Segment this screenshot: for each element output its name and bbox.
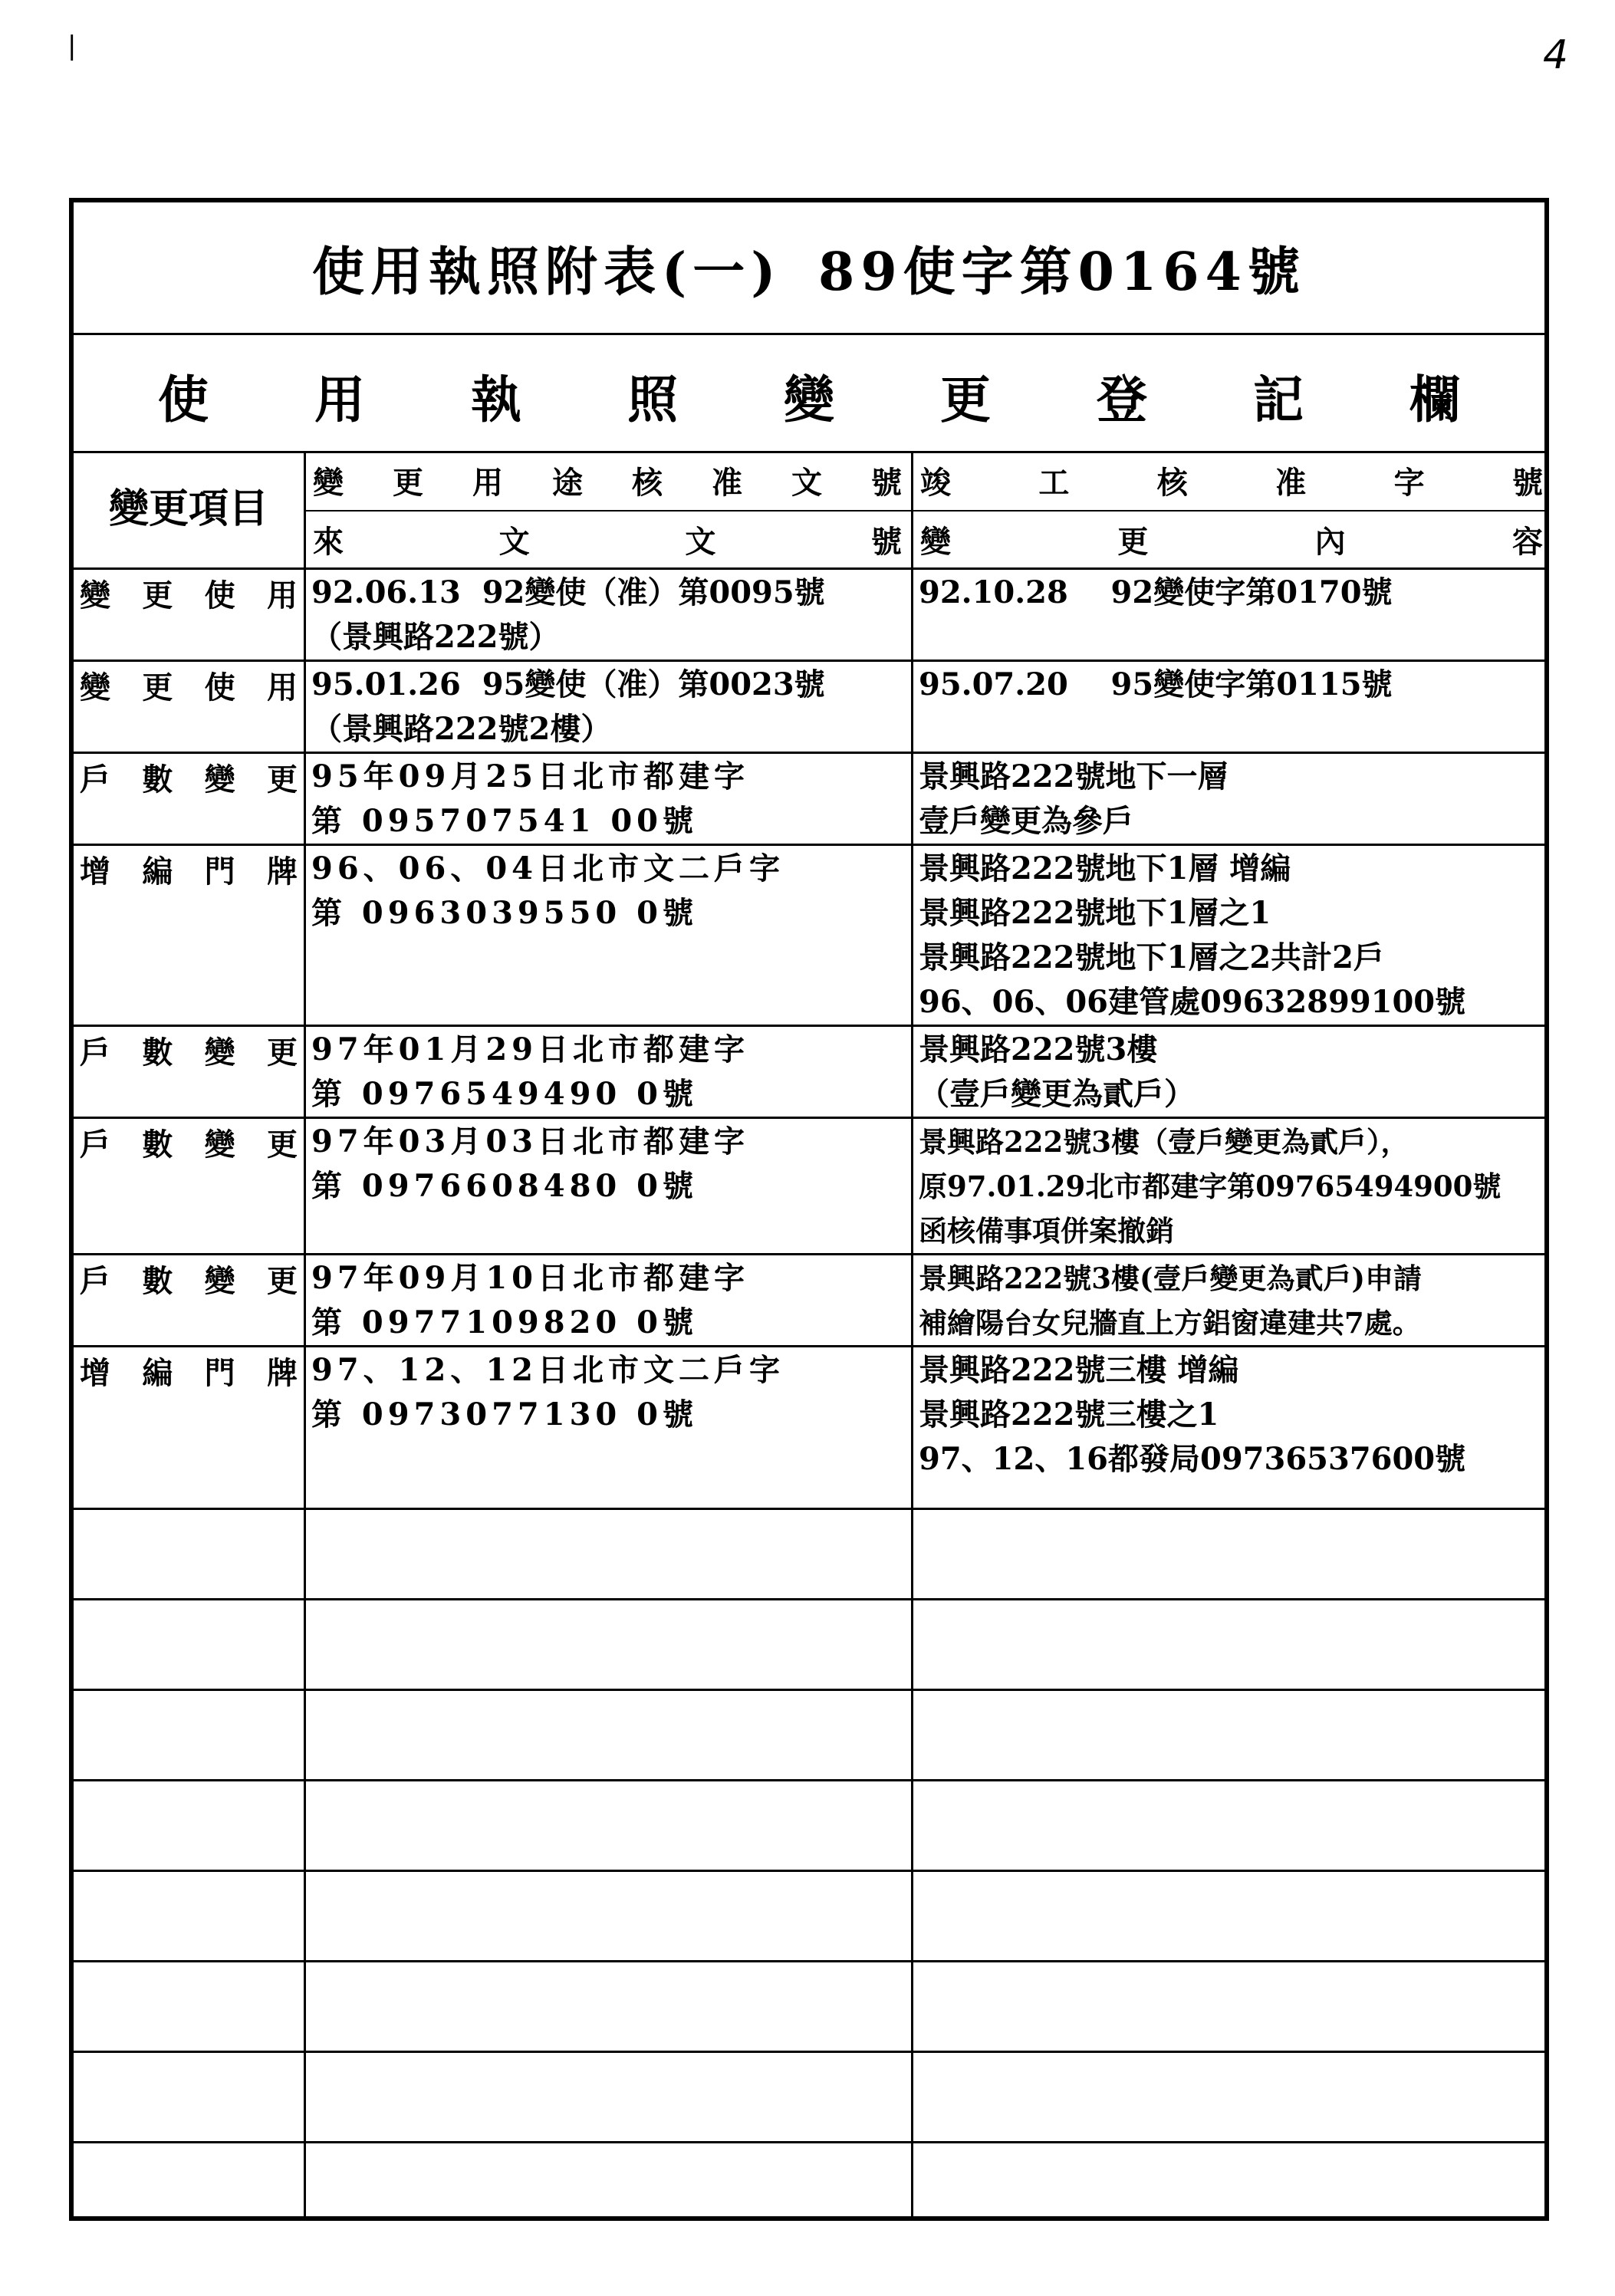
row-change-text: 景興路222號地下一層 壹戶變更為參戶 <box>919 758 1229 839</box>
page-number: 4 <box>1543 32 1569 78</box>
row-approval-text: 95年09月25日北市都建字 第 095707541 00號 <box>311 758 749 839</box>
section-title-char: 記 <box>1253 369 1304 429</box>
header-change-content: 變 更 內 容 <box>920 524 1543 560</box>
row-change-text: 95.07.20 95變使字第0115號 <box>919 666 1393 702</box>
row-item: 戶 數 變 更 <box>80 1126 298 1163</box>
row-approval-text: 97、12、12日北市文二戶字 第 0973077130 0號 <box>311 1352 784 1433</box>
row-change-text: 景興路222號三樓 增編 景興路222號三樓之1 97、12、16都發局09736537600號 <box>919 1352 1466 1477</box>
section-title-char: 變 <box>784 369 834 429</box>
document-title: 使用執照附表(一) 89使字第0164號 <box>312 241 1306 303</box>
section-title-char: 欄 <box>1409 369 1460 429</box>
row-change-text: 92.10.28 92變使字第0170號 <box>919 574 1393 610</box>
row-change-text: 景興路222號3樓(壹戶變更為貳戶)申請 補繪陽台女兒牆直上方鋁窗違建共7處。 <box>919 1261 1422 1340</box>
row-change-text: 景興路222號3樓（壹戶變更為貳戶）， 原97.01.29北市都建字第09765494900號 函核備事項併案撤銷 <box>919 1125 1502 1248</box>
row-item: 戶 數 變 更 <box>80 1262 298 1299</box>
section-title <box>158 337 1460 453</box>
row-item: 變 更 使 用 <box>80 669 298 706</box>
row-change-text: 景興路222號3樓 （壹戶變更為貳戶） <box>919 1031 1195 1112</box>
header-doc-no: 來 文 文 號 <box>313 524 902 560</box>
section-title-char: 照 <box>627 369 678 429</box>
section-title-char: 用 <box>314 369 365 429</box>
section-title-char: 執 <box>471 369 521 429</box>
registration-table <box>69 198 1549 2221</box>
section-title-char: 使 <box>158 369 209 429</box>
row-item: 變 更 使 用 <box>80 577 298 613</box>
row-change-text: 景興路222號地下1層 增編 景興路222號地下1層之1 景興路222號地下1層之2共計2戶 96、06、06建管處09632899100號 <box>919 850 1466 1020</box>
header-item: 變更項目 <box>108 485 268 532</box>
section-title-char: 更 <box>940 369 991 429</box>
row-item: 增 編 門 牌 <box>80 1354 298 1391</box>
row-approval-text: 95.01.26 95變使（准）第0023號 （景興路222號2樓） <box>311 666 825 747</box>
row-item: 增 編 門 牌 <box>80 853 298 890</box>
header-approval-no: 變 更 用 途 核 准 文 號 <box>313 465 902 501</box>
row-approval-text: 96、06、04日北市文二戶字 第 0963039550 0號 <box>311 850 784 931</box>
row-item: 戶 數 變 更 <box>80 1034 298 1071</box>
header-completion-no: 竣 工 核 准 字 號 <box>920 465 1543 501</box>
row-approval-text: 97年01月29日北市都建字 第 0976549490 0號 <box>311 1031 749 1112</box>
section-title-char: 登 <box>1097 369 1147 429</box>
row-approval-text: 92.06.13 92變使（准）第0095號 （景興路222號） <box>311 574 825 655</box>
page-mark-left: | <box>67 31 77 61</box>
row-approval-text: 97年09月10日北市都建字 第 0977109820 0號 <box>311 1260 749 1340</box>
row-approval-text: 97年03月03日北市都建字 第 0976608480 0號 <box>311 1123 749 1204</box>
row-item: 戶 數 變 更 <box>80 761 298 798</box>
